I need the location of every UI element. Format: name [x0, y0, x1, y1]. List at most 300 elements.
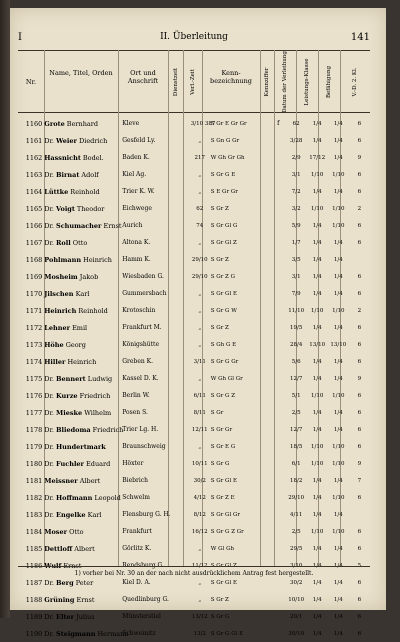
- cell-name: Dr. Schumacher Ernst: [44, 221, 122, 230]
- cell-s: [271, 489, 286, 506]
- cell-n1: 3/2: [291, 205, 301, 212]
- cell-n2: 1/4: [312, 256, 322, 263]
- cell-name: Dr. Voigt Theodor: [44, 204, 105, 213]
- cell-n4: 9: [357, 375, 362, 382]
- cell-name: Grüning Ernst: [44, 595, 95, 604]
- cell-zeit: „: [198, 579, 202, 586]
- cell-n4: 6: [357, 120, 362, 127]
- cell-n2: 1/4: [312, 290, 322, 297]
- cell-n3: 1/4: [333, 426, 343, 433]
- cell-n1: 29/5: [289, 545, 303, 552]
- cell-ort: Schwelm: [122, 494, 150, 501]
- table-row: [18, 523, 370, 540]
- cell-name: Lüttke Reinhold: [44, 187, 100, 196]
- cell-bez: W Gh Gl Gr: [210, 375, 243, 382]
- cell-s: [271, 200, 286, 217]
- cell-zeit: 62: [196, 205, 204, 212]
- cell-n4: 6: [357, 273, 362, 280]
- cell-s: [271, 234, 286, 251]
- cell-ort: Eichwege: [122, 205, 152, 212]
- cell-n1: 3/5: [291, 256, 301, 263]
- cell-dienst: [174, 217, 190, 234]
- cell-n2: 1/4: [312, 494, 322, 501]
- cell-n3: 1/4: [333, 290, 343, 297]
- cell-bez: S Gr Z: [210, 256, 229, 263]
- cell-bez: S Gn G Gr: [210, 137, 240, 144]
- cell-dienst: [174, 404, 190, 421]
- table-row: [18, 438, 370, 455]
- cell-n4: 5: [357, 562, 362, 569]
- cell-name: Dettloff Albert: [44, 544, 95, 553]
- cell-bez: S E Gr Gr: [210, 188, 238, 195]
- cell-n4: [349, 251, 370, 268]
- cell-n2: 1/10: [311, 205, 324, 212]
- cell-n3: 1/4: [333, 579, 343, 586]
- cell-n2: 1/4: [312, 222, 322, 229]
- cell-n2: 1/10: [311, 307, 324, 314]
- cell-n2: 1/4: [312, 511, 322, 518]
- cell-zeit: 8/12: [193, 511, 206, 518]
- cell-zeit: 11/12: [191, 562, 208, 569]
- cell-n3: 1/10: [332, 222, 345, 229]
- cell-n2: 1/4: [312, 562, 322, 569]
- cell-n3: 1/4: [333, 545, 343, 552]
- cell-nr: 1162: [25, 153, 43, 162]
- cell-name: Lehner Emil: [44, 323, 88, 332]
- cell-bez: W Gl Gh: [210, 545, 235, 552]
- cell-n3: 1/4: [333, 630, 343, 637]
- cell-n4: 6: [357, 222, 362, 229]
- cell-n1: 28/4: [289, 341, 303, 348]
- cell-bez: S Gr Z: [210, 205, 229, 212]
- cell-dienst: [174, 166, 190, 183]
- table-row: [18, 132, 370, 149]
- table-row: [18, 540, 370, 557]
- cell-n1: 2/9: [291, 154, 301, 161]
- cell-zeit: „: [198, 290, 202, 297]
- cell-s: [271, 540, 286, 557]
- cell-name: Jilschen Karl: [44, 289, 90, 298]
- cell-nr: 1161: [25, 136, 43, 145]
- cell-n2: 1/4: [312, 375, 322, 382]
- cell-n2: 1/10: [311, 460, 324, 467]
- cell-zeit: „: [198, 443, 202, 450]
- cell-zeit: „: [198, 188, 202, 195]
- table-row: [18, 472, 370, 489]
- cell-n4: 6: [357, 545, 362, 552]
- column-head-n2: Leistungs-Klasse: [304, 58, 310, 106]
- cell-s: [271, 132, 286, 149]
- table-row: [18, 319, 370, 336]
- cell-n1: 2/5: [291, 409, 301, 416]
- cell-n4: 6: [357, 528, 362, 535]
- cell-dienst: [174, 115, 190, 132]
- cell-n4: 6: [357, 409, 362, 416]
- table-row: [18, 336, 370, 353]
- cell-n1: 29/10: [288, 494, 305, 501]
- cell-s: [271, 336, 286, 353]
- cell-zeit: 13/12: [191, 613, 208, 620]
- cell-n1: 3/10: [289, 562, 303, 569]
- cell-ort: Höxter: [122, 460, 144, 467]
- table-row: [18, 421, 370, 438]
- cell-n1: 20/1: [289, 613, 303, 620]
- cell-ort: Trier K. W.: [122, 188, 155, 195]
- cell-n1: 5/1: [291, 392, 301, 399]
- cell-bez: S Gr Gr: [210, 426, 233, 433]
- cell-s: [271, 625, 286, 642]
- footnote: 1) vorher bei Nr. 30 an der nach nicht ausdrücklichem Antrag fest hergestellt.: [74, 570, 314, 577]
- cell-zeit: 29/10: [191, 256, 208, 263]
- cell-ort: Kiel D. A.: [122, 579, 151, 586]
- cell-bez: S Gr Gl E: [210, 477, 237, 484]
- cell-n2: 1/4: [312, 477, 322, 484]
- cell-name: Dr. Roll Otto: [44, 238, 88, 247]
- cell-n4: 6: [357, 171, 362, 178]
- cell-zeit: „: [198, 545, 202, 552]
- column-head-s: Kennziffer: [264, 67, 270, 97]
- column-head-dienst: Dienstzeit: [172, 67, 179, 97]
- cell-dienst: [174, 421, 190, 438]
- cell-n3: 1/10: [332, 392, 345, 399]
- cell-n1: 4/11: [289, 511, 303, 518]
- cell-dienst: [174, 200, 190, 217]
- cell-n4: 6: [357, 426, 362, 433]
- cell-ort: Quedlinburg G.: [122, 596, 169, 603]
- cell-nr: 1188: [25, 595, 43, 604]
- cell-bez: S Gr G Z Gr: [210, 528, 244, 535]
- cell-nr: 1176: [25, 391, 43, 400]
- cell-n4: 6: [357, 579, 362, 586]
- cell-n2: 1/4: [312, 426, 322, 433]
- table-row: [18, 506, 370, 523]
- page-title: II. Überleitung: [160, 32, 228, 42]
- cell-zeit: „: [198, 137, 202, 144]
- table-row: [18, 404, 370, 421]
- column-head-n3: Befähigung: [326, 65, 332, 99]
- cell-n1: 5/6: [291, 358, 301, 365]
- cell-zeit: „: [198, 239, 202, 246]
- cell-n3: 1/10: [332, 171, 345, 178]
- cell-n2: 1/4: [312, 630, 322, 637]
- cell-bez: S Gr E G: [210, 443, 236, 450]
- cell-s: f: [277, 120, 280, 127]
- page-header: [18, 32, 370, 46]
- cell-dienst: [174, 302, 190, 319]
- cell-n4: [349, 506, 370, 523]
- cell-zeit: 74: [196, 222, 204, 229]
- cell-ort: Flensburg G. H.: [122, 511, 171, 518]
- cell-s: [271, 608, 286, 625]
- cell-s: [271, 438, 286, 455]
- column-head-ort: Ort und Anschrift: [127, 69, 159, 85]
- cell-s: [271, 268, 286, 285]
- cell-n1: 30/10: [288, 630, 305, 637]
- cell-nr: 1180: [25, 459, 43, 468]
- cell-ort: Frankfurt: [122, 528, 152, 535]
- cell-bez: S Gr Z E: [210, 494, 235, 501]
- cell-s: [271, 387, 286, 404]
- table-row: [18, 115, 370, 132]
- cell-name: Dr. Kurze Friedrich: [44, 391, 111, 400]
- cell-n2: 13/10: [309, 341, 326, 348]
- cell-n3: 1/10: [332, 494, 345, 501]
- cell-dienst: [174, 268, 190, 285]
- cell-s: [271, 302, 286, 319]
- cell-n3: 1/4: [333, 596, 343, 603]
- cell-n1: 3/1: [291, 171, 301, 178]
- cell-nr: 1167: [25, 238, 43, 247]
- cell-n1: 19/5: [289, 324, 303, 331]
- cell-dienst: [174, 336, 190, 353]
- cell-bez: S Gr Z G: [210, 273, 236, 280]
- cell-n3: 1/4: [333, 256, 343, 263]
- cell-zeit: 8/11: [193, 409, 206, 416]
- cell-n4: 6: [357, 239, 362, 246]
- page-number: 141: [350, 32, 370, 43]
- cell-n4: 6: [357, 630, 362, 637]
- cell-dienst: [174, 523, 190, 540]
- cell-n3: 1/4: [333, 358, 343, 365]
- cell-dienst: [174, 132, 190, 149]
- column-head-n4: V.-D. 2. Kl.: [352, 67, 358, 97]
- cell-nr: 1187: [25, 578, 43, 587]
- cell-bez: S Gr G W: [210, 307, 237, 314]
- cell-name: Mosheim Jakob: [44, 272, 99, 281]
- cell-name: Heinrich Reinhold: [44, 306, 108, 315]
- cell-n3: 1/10: [332, 307, 345, 314]
- cell-s: [271, 523, 286, 540]
- cell-n4: 2: [357, 205, 362, 212]
- table-row: [18, 387, 370, 404]
- cell-name: Dr. Weier Diedrich: [44, 136, 108, 145]
- cell-n1: 18/5: [289, 443, 303, 450]
- cell-n2: 1/4: [312, 137, 322, 144]
- table-row: [18, 234, 370, 251]
- cell-nr: 1184: [25, 527, 43, 536]
- cell-bez: S Gr G: [210, 460, 230, 467]
- cell-n4: 6: [357, 443, 362, 450]
- table-row: [18, 166, 370, 183]
- cell-n3: 1/4: [333, 137, 343, 144]
- cell-n4: 6: [357, 596, 362, 603]
- cell-nr: 1168: [25, 255, 43, 264]
- table-row: [18, 608, 370, 625]
- cell-n1: 7/2: [291, 188, 301, 195]
- cell-n3: 1/10: [332, 528, 345, 535]
- cell-n4: 6: [357, 188, 362, 195]
- cell-n1: 1/7: [291, 239, 301, 246]
- cell-bez: S Gr G E: [210, 171, 236, 178]
- cell-nr: 1190: [25, 629, 43, 638]
- cell-ort: Kleve: [122, 120, 140, 127]
- cell-bez: S Gr G Z: [210, 392, 236, 399]
- cell-n1: 30/2: [289, 579, 303, 586]
- cell-nr: 1177: [25, 408, 43, 417]
- cell-s: [271, 455, 286, 472]
- table-row: [18, 200, 370, 217]
- header-left-number: I: [18, 32, 22, 43]
- cell-dienst: [174, 472, 190, 489]
- cell-ort: Wiesbaden G.: [122, 273, 164, 280]
- column-head-name: Name, Titel, Orden: [49, 69, 113, 77]
- table-row: [18, 149, 370, 166]
- cell-n4: 6: [357, 358, 362, 365]
- cell-ort: Krotoschin: [122, 307, 156, 314]
- cell-zeit: 29/10: [191, 273, 208, 280]
- cell-n2: 1/10: [311, 171, 324, 178]
- cell-ort: Gummersbach: [122, 290, 167, 297]
- cell-dienst: [174, 455, 190, 472]
- cell-ort: Schweinitz: [122, 630, 156, 637]
- cell-ort: Kassel D. K.: [122, 375, 159, 382]
- cell-ort: Biebrich: [122, 477, 148, 484]
- cell-s: [271, 251, 286, 268]
- cell-zeit: 4/12: [193, 494, 206, 501]
- cell-n2: 1/4: [312, 324, 322, 331]
- cell-nr: 1165: [25, 204, 43, 213]
- cell-n1: 3/28: [289, 137, 303, 144]
- cell-name: Moser Otto: [44, 527, 84, 536]
- cell-s: [271, 217, 286, 234]
- cell-n2: 1/4: [312, 239, 322, 246]
- cell-name: Dr. Hoffmann Leopold: [44, 493, 121, 502]
- cell-n1: 62: [292, 120, 300, 127]
- cell-zeit: 217: [194, 154, 205, 161]
- cell-n4: 9: [357, 460, 362, 467]
- cell-dienst: [174, 234, 190, 251]
- cell-nr: 1170: [25, 289, 43, 298]
- cell-bez: S Gr G Gr: [210, 358, 239, 365]
- cell-dienst: [174, 319, 190, 336]
- cell-name: Hiller Heinrich: [44, 357, 97, 366]
- cell-name: Wulf Ernst: [44, 561, 82, 570]
- table-row: [18, 302, 370, 319]
- cell-dienst: [174, 183, 190, 200]
- cell-nr: 1160: [25, 119, 43, 128]
- cell-n3: 1/10: [332, 443, 345, 450]
- cell-n2: 1/4: [312, 545, 322, 552]
- cell-n2: 1/4: [312, 188, 322, 195]
- cell-n1: 11/10: [288, 307, 305, 314]
- cell-dienst: [174, 149, 190, 166]
- cell-zeit: 13/2: [193, 630, 206, 637]
- cell-nr: 1172: [25, 323, 43, 332]
- cell-n4: 2: [357, 307, 362, 314]
- cell-n3: 1/4: [333, 239, 343, 246]
- cell-bez: S Gr Gl Gr: [210, 511, 240, 518]
- cell-nr: 1186: [25, 561, 43, 570]
- cell-nr: 1181: [25, 476, 43, 485]
- cell-bez: S Gr E Gr Gr: [210, 120, 247, 127]
- column-head-n1: Datum der Verleihung: [282, 51, 288, 113]
- cell-s: [271, 183, 286, 200]
- cell-ort: Aurich: [122, 222, 143, 229]
- table-row: [18, 183, 370, 200]
- cell-nr: 1164: [25, 187, 43, 196]
- cell-n3: 1/4: [333, 562, 343, 569]
- cell-dienst: [174, 506, 190, 523]
- cell-nr: 1173: [25, 340, 43, 349]
- cell-dienst: [174, 285, 190, 302]
- cell-ort: Baden K.: [122, 154, 150, 161]
- cell-nr: 1178: [25, 425, 43, 434]
- cell-ort: Rendsburg G.: [122, 562, 164, 569]
- cell-n2: 1/4: [312, 409, 322, 416]
- cell-ort: Greben K.: [122, 358, 154, 365]
- cell-n1: 10/10: [288, 596, 305, 603]
- cell-n3: 1/10: [332, 205, 345, 212]
- column-head-zeit: Verl.-Zeit: [189, 69, 196, 95]
- cell-zeit: „: [198, 596, 202, 603]
- cell-name: Höhe Georg: [44, 340, 86, 349]
- cell-ort: Braunschweig: [122, 443, 166, 450]
- cell-nr: 1185: [25, 544, 43, 553]
- cell-bez: S Gr Gl E: [210, 579, 237, 586]
- cell-zeit: „: [198, 171, 202, 178]
- cell-zeit: 10/11: [191, 460, 208, 467]
- cell-n4: 6: [357, 613, 362, 620]
- cell-n3: 1/4: [333, 120, 343, 127]
- cell-n4: 6: [357, 137, 362, 144]
- cell-n2: 1/4: [312, 273, 322, 280]
- cell-ort: Altona K.: [122, 239, 151, 246]
- cell-zeit: „: [198, 324, 202, 331]
- cell-s: [271, 370, 286, 387]
- cell-n2: 1/4: [312, 120, 322, 127]
- cell-ort: Trier Lg. H.: [122, 426, 159, 433]
- cell-nr: 1169: [25, 272, 43, 281]
- cell-bez: S Gr Gl G: [210, 222, 238, 229]
- cell-nr: 1166: [25, 221, 43, 230]
- cell-s: [271, 591, 286, 608]
- cell-dienst: [174, 353, 190, 370]
- cell-name: Pohlmann Heinrich: [44, 255, 112, 264]
- cell-name: Dr. Engelke Karl: [44, 510, 102, 519]
- cell-nr: 1174: [25, 357, 43, 366]
- cell-zeit: 3/10 387: [190, 120, 216, 127]
- cell-s: [271, 472, 286, 489]
- cell-zeit: „: [198, 307, 202, 314]
- cell-bez: S Gr Z: [210, 324, 229, 331]
- cell-n2: 1/10: [311, 443, 324, 450]
- table-row: [18, 489, 370, 506]
- cell-name: Dr. Steigmann Hermann: [44, 629, 129, 638]
- cell-bez: S Gr Gl E: [210, 290, 237, 297]
- cell-zeit: 16/12: [191, 528, 208, 535]
- cell-n2: 1/4: [312, 358, 322, 365]
- cell-n4: 6: [357, 341, 362, 348]
- cell-n1: 18/2: [289, 477, 303, 484]
- cell-dienst: [174, 540, 190, 557]
- cell-n3: 1/4: [333, 511, 343, 518]
- cell-n3: 1/10: [332, 460, 345, 467]
- cell-name: Dr. Hundertmark: [44, 442, 106, 451]
- cell-ort: Frankfurt M.: [122, 324, 162, 331]
- cell-n2: 1/10: [311, 528, 324, 535]
- table-row: [18, 370, 370, 387]
- cell-ort: Berlin W.: [122, 392, 150, 399]
- cell-nr: 1163: [25, 170, 43, 179]
- cell-nr: 1175: [25, 374, 43, 383]
- cell-n3: 1/4: [333, 154, 343, 161]
- table-row: [18, 217, 370, 234]
- column-head-bez: Kenn-bezeichnung: [210, 69, 252, 85]
- cell-nr: 1189: [25, 612, 43, 621]
- cell-n1: 12/7: [289, 426, 303, 433]
- cell-n4: 6: [357, 392, 362, 399]
- cell-n3: 1/4: [333, 613, 343, 620]
